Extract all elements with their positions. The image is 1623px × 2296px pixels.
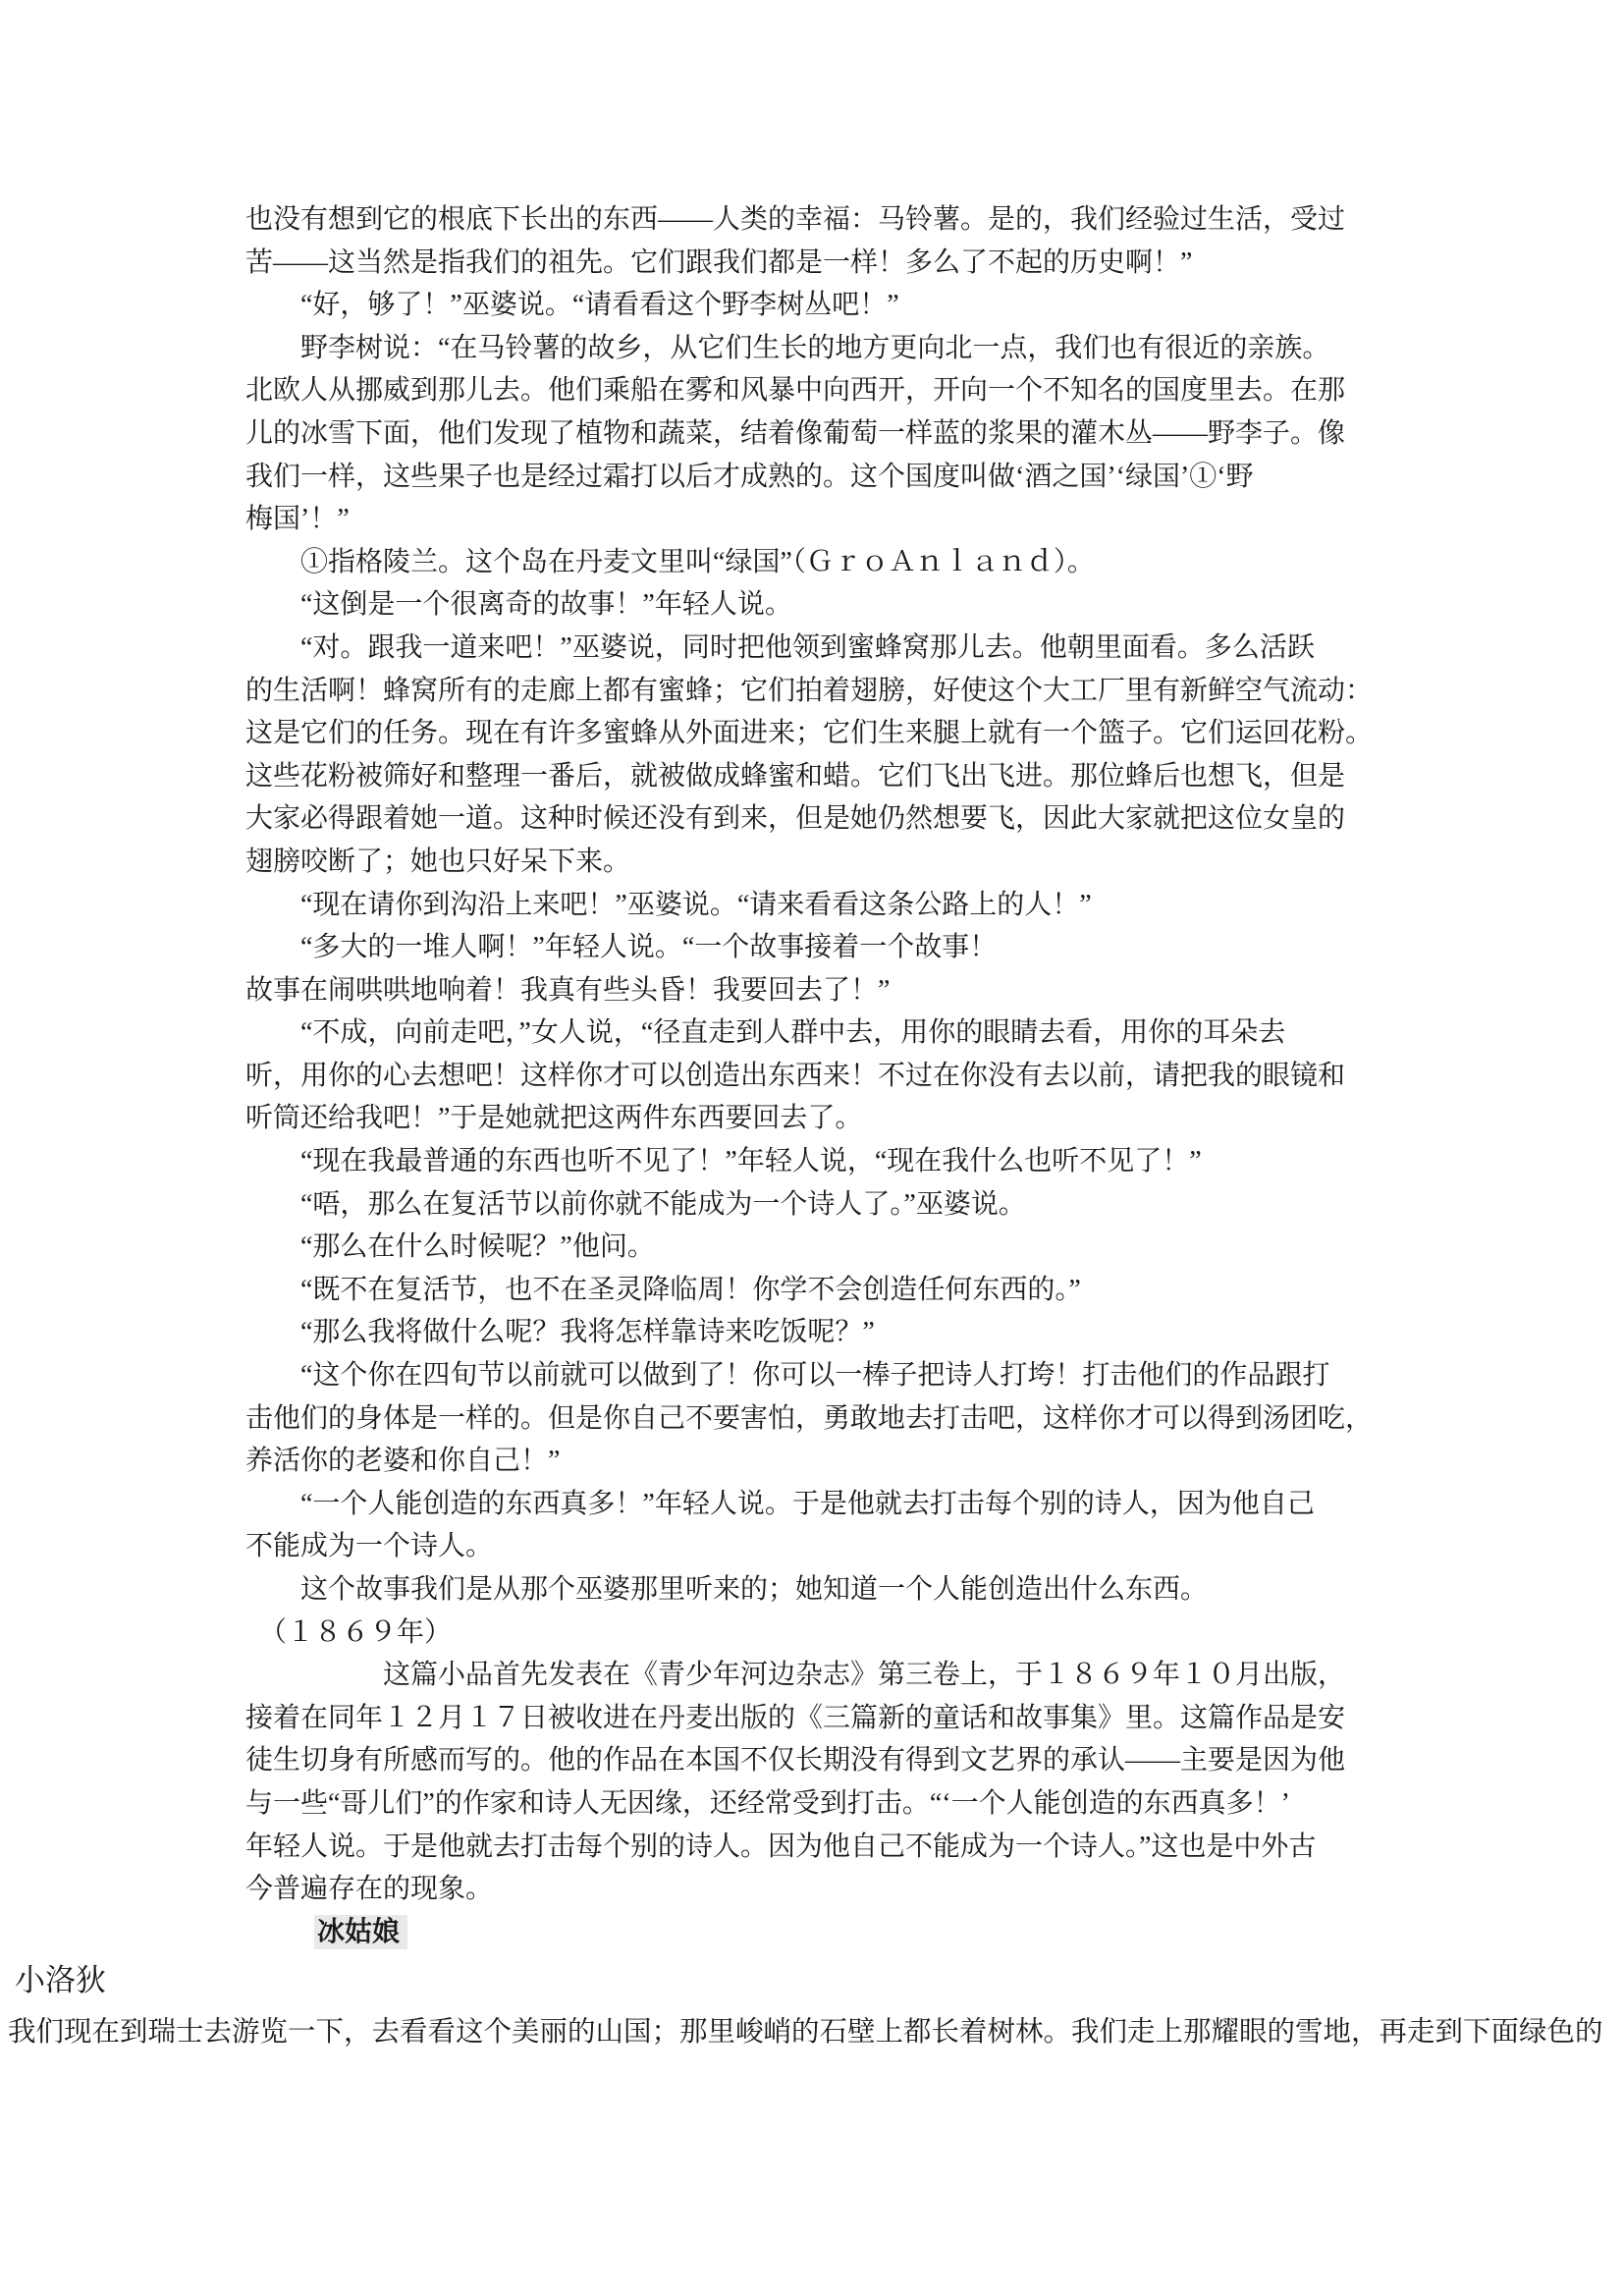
text-line: 北欧人从挪威到那儿去。他们乘船在雾和风暴中向西开，开向一个不知名的国度里去。在那 bbox=[245, 375, 1346, 407]
text-line: 接着在同年１２月１７日被收进在丹麦出版的《三篇新的童话和故事集》里。这篇作品是安 bbox=[245, 1702, 1346, 1733]
text-line: “这倒是一个很离奇的故事！”年轻人说。 bbox=[245, 589, 792, 621]
text-line: 听，用你的心去想吧！这样你才可以创造出东西来！不过在你没有去以前，请把我的眼镜和 bbox=[245, 1060, 1346, 1091]
text-line: “既不在复活节，也不在圣灵降临周！你学不会创造任何东西的。” bbox=[245, 1274, 1081, 1305]
text-line: 我们一样，这些果子也是经过霜打以后才成熟的。这个国度叫做‘酒之国’‘绿国’①‘野 bbox=[245, 461, 1254, 492]
section-heading: 冰姑娘 bbox=[314, 1915, 407, 1949]
text-line: 梅国’！” bbox=[245, 504, 350, 535]
text-line: ①指格陵兰。这个岛在丹麦文里叫“绿国”（ＧｒｏＡｎｌａｎｄ）。 bbox=[245, 546, 1095, 577]
text-line: “那么我将做什么呢？我将怎样靠诗来吃饭呢？” bbox=[245, 1317, 875, 1348]
paragraph-opening-line: 我们现在到瑞士去游览一下，去看看这个美丽的山国；那里峻峭的石壁上都长着树林。我们走上那耀眼的雪地，再走到下面绿色的 bbox=[8, 2017, 1603, 2048]
text-line: 不能成为一个诗人。 bbox=[245, 1531, 494, 1562]
text-line: 养活你的老婆和你自己！” bbox=[245, 1446, 561, 1477]
text-line: 听筒还给我吧！”于是她就把这两件东西要回去了。 bbox=[245, 1103, 863, 1134]
text-line: 与一些“哥儿们”的作家和诗人无因缘，还经常受到打击。“‘一个人能创造的东西真多！’ bbox=[245, 1787, 1290, 1819]
text-line: 也没有想到它的根底下长出的东西——人类的幸福：马铃薯。是的，我们经验过生活，受过 bbox=[245, 204, 1346, 235]
text-line: 这是它们的任务。现在有许多蜜蜂从外面进来；它们生来腿上就有一个篮子。它们运回花粉。 bbox=[245, 718, 1374, 749]
text-line: “那么在什么时候呢？”他问。 bbox=[245, 1231, 655, 1263]
text-line: 这些花粉被筛好和整理一番后，就被做成蜂蜜和蜡。它们飞出飞进。那位蜂后也想飞，但是 bbox=[245, 760, 1346, 792]
text-line: 大家必得跟着她一道。这种时候还没有到来，但是她仍然想要飞，因此大家就把这位女皇的 bbox=[245, 803, 1346, 835]
text-line: “一个人能创造的东西真多！”年轻人说。于是他就去打击每个别的诗人，因为他自己 bbox=[245, 1488, 1315, 1519]
text-line: 年轻人说。于是他就去打击每个别的诗人。因为他自己不能成为一个诗人。”这也是中外古 bbox=[245, 1831, 1317, 1862]
text-line: “现在我最普通的东西也听不见了！”年轻人说，“现在我什么也听不见了！” bbox=[245, 1146, 1202, 1177]
text-line: 今普遍存在的现象。 bbox=[245, 1874, 494, 1905]
text-line: 击他们的身体是一样的。但是你自己不要害怕，勇敢地去打击吧，这样你才可以得到汤团吃， bbox=[245, 1402, 1374, 1434]
text-line: 这篇小品首先发表在《青少年河边杂志》第三卷上，于１８６９年１０月出版， bbox=[245, 1660, 1346, 1691]
text-line: 故事在闹哄哄地响着！我真有些头昏！我要回去了！” bbox=[245, 974, 891, 1006]
text-line: “现在请你到沟沿上来吧！”巫婆说。“请来看看这条公路上的人！” bbox=[245, 889, 1092, 920]
text-line: （１８６９年） bbox=[245, 1616, 453, 1648]
text-line: 徒生切身有所感而写的。他的作品在本国不仅长期没有得到文艺界的承认——主要是因为他 bbox=[245, 1745, 1346, 1777]
text-line: 这个故事我们是从那个巫婆那里听来的；她知道一个人能创造出什么东西。 bbox=[245, 1574, 1209, 1605]
text-line: “对。跟我一道来吧！”巫婆说，同时把他领到蜜蜂窝那儿去。他朝里面看。多么活跃 bbox=[245, 631, 1315, 663]
body-text-lines bbox=[245, 198, 1399, 1911]
text-line: “好，够了！”巫婆说。“请看看这个野李树丛吧！” bbox=[245, 290, 899, 321]
text-line: “不成，向前走吧，”女人说，“径直走到人群中去，用你的眼睛去看，用你的耳朵去 bbox=[245, 1017, 1286, 1049]
text-line: “多大的一堆人啊！”年轻人说。“一个故事接着一个故事！ bbox=[245, 932, 998, 963]
text-line: 翅膀咬断了；她也只好呆下来。 bbox=[245, 846, 631, 877]
text-line: 儿的冰雪下面，他们发现了植物和蔬菜，结着像葡萄一样蓝的浆果的灌木丛——野李子。像 bbox=[245, 417, 1346, 449]
text-line: 野李树说：“在马铃薯的故乡，从它们生长的地方更向北一点，我们也有很近的亲族。 bbox=[245, 332, 1330, 363]
text-line: “唔，那么在复活节以前你就不能成为一个诗人了。”巫婆说。 bbox=[245, 1188, 1026, 1220]
section-heading-line bbox=[245, 1911, 1399, 1954]
chapter-heading: 小洛狄 bbox=[15, 1963, 106, 1997]
text-line: 苦——这当然是指我们的祖先。它们跟我们都是一样！多么了不起的历史啊！” bbox=[245, 246, 1193, 278]
document-body bbox=[245, 198, 1399, 1953]
text-line: 的生活啊！蜂窝所有的走廊上都有蜜蜂；它们拍着翅膀，好使这个大工厂里有新鲜空气流动： bbox=[245, 675, 1374, 706]
text-line: “这个你在四旬节以前就可以做到了！你可以一棒子把诗人打垮！打击他们的作品跟打 bbox=[245, 1360, 1330, 1392]
